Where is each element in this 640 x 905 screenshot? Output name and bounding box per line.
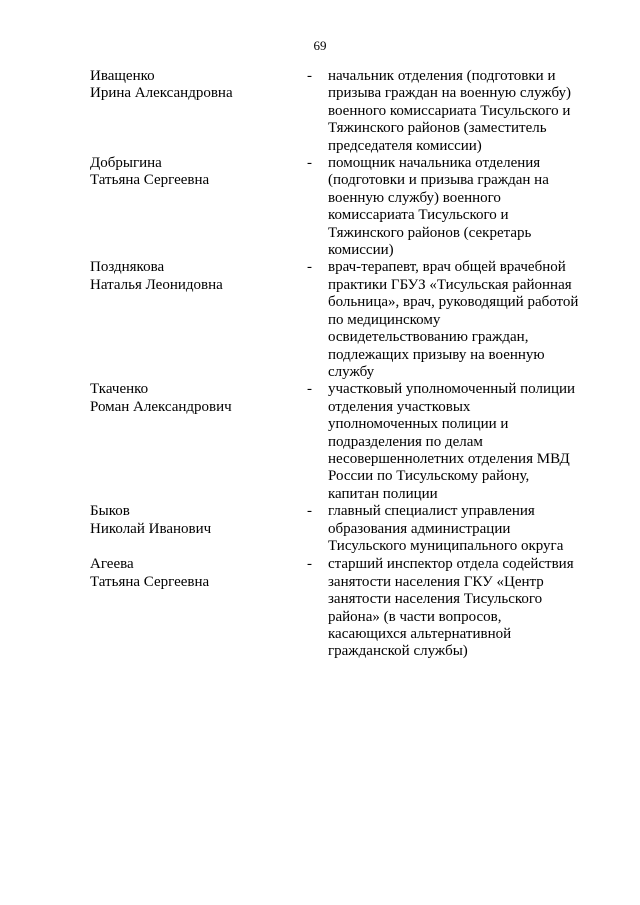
member-surname: Ткаченко (90, 381, 149, 398)
role-line: несовершеннолетних отделения МВД (328, 450, 570, 467)
role-line: комиссии) (328, 242, 394, 259)
role-line: освидетельствованию граждан, (328, 329, 529, 346)
role-line: главный специалист управления (328, 503, 535, 520)
member-name (90, 259, 290, 294)
member-role (328, 259, 588, 381)
member-entry (0, 68, 640, 155)
role-line: капитан полиции (328, 485, 438, 502)
role-line: касающихся альтернативной (328, 626, 512, 642)
role-line: (подготовки и призыва граждан на (328, 172, 549, 189)
role-line: Тяжинского районов (заместитель (328, 120, 547, 137)
member-name (90, 381, 290, 416)
commission-member-list (0, 68, 640, 661)
role-line: уполномоченных полиции и (328, 416, 509, 433)
member-role (328, 556, 588, 660)
role-line: старший инспектор отдела содействия (328, 556, 574, 573)
member-surname: Позднякова (90, 259, 165, 276)
role-line: помощник начальника отделения (328, 155, 541, 172)
role-line: комиссариата Тисульского и (328, 207, 509, 224)
role-line: военного комиссариата Тисульского и (328, 102, 571, 119)
member-entry (0, 259, 640, 381)
member-name (90, 556, 290, 591)
role-line: по медицинскому (328, 311, 441, 328)
role-line: службу (328, 363, 375, 380)
member-given-names: Ирина Александровна (90, 85, 233, 102)
role-line: гражданской службы) (328, 643, 468, 660)
member-role (328, 503, 588, 555)
role-line: занятости населения Тисульского (328, 591, 543, 608)
member-given-names: Татьяна Сергеевна (90, 172, 210, 189)
member-surname: Добрыгина (90, 155, 162, 172)
member-surname: Быков (90, 503, 130, 520)
role-line: России по Тисульскому району, (328, 468, 530, 485)
separator-dash: - (307, 556, 312, 573)
role-line: военную службу) военного (328, 189, 501, 206)
member-role (328, 155, 588, 259)
role-line: подразделения по делам (328, 433, 483, 450)
member-given-names: Николай Иванович (90, 520, 212, 537)
role-line: занятости населения ГКУ «Центр (328, 573, 544, 590)
member-entry (0, 556, 640, 660)
role-line: Тисульского муниципального округа (328, 537, 564, 554)
role-line: отделения участковых (328, 398, 471, 415)
member-entry (0, 503, 640, 555)
member-given-names: Наталья Леонидовна (90, 276, 223, 293)
role-line: района» (в части вопросов, (328, 608, 502, 625)
role-line: Тяжинского районов (секретарь (328, 224, 532, 241)
role-line: призыва граждан на военную службу) (328, 85, 572, 102)
separator-dash: - (307, 68, 312, 84)
page-number: 69 (313, 38, 327, 53)
member-role (328, 381, 588, 503)
member-name (90, 155, 290, 190)
member-entry (0, 155, 640, 259)
role-line: образования администрации (328, 520, 511, 537)
member-role (328, 68, 588, 155)
role-line: подлежащих призыву на военную (328, 346, 545, 363)
role-line: больница», врач, руководящий работой (328, 294, 579, 311)
role-line: начальник отделения (подготовки и (328, 68, 556, 84)
role-line: врач-терапевт, врач общей врачебной (328, 259, 566, 276)
member-given-names: Роман Александрович (90, 398, 232, 415)
separator-dash: - (307, 155, 312, 172)
member-surname: Агеева (90, 556, 134, 573)
member-surname: Иващенко (90, 68, 155, 84)
role-line: председателя комиссии) (328, 137, 482, 154)
role-line: практики ГБУЗ «Тисульская районная (328, 276, 572, 293)
member-name (90, 68, 290, 103)
member-given-names: Татьяна Сергеевна (90, 573, 210, 590)
member-name (90, 503, 290, 538)
role-line: участковый уполномоченный полиции (328, 381, 576, 398)
separator-dash: - (307, 259, 312, 276)
separator-dash: - (307, 381, 312, 398)
member-entry (0, 381, 640, 503)
separator-dash: - (307, 503, 312, 520)
